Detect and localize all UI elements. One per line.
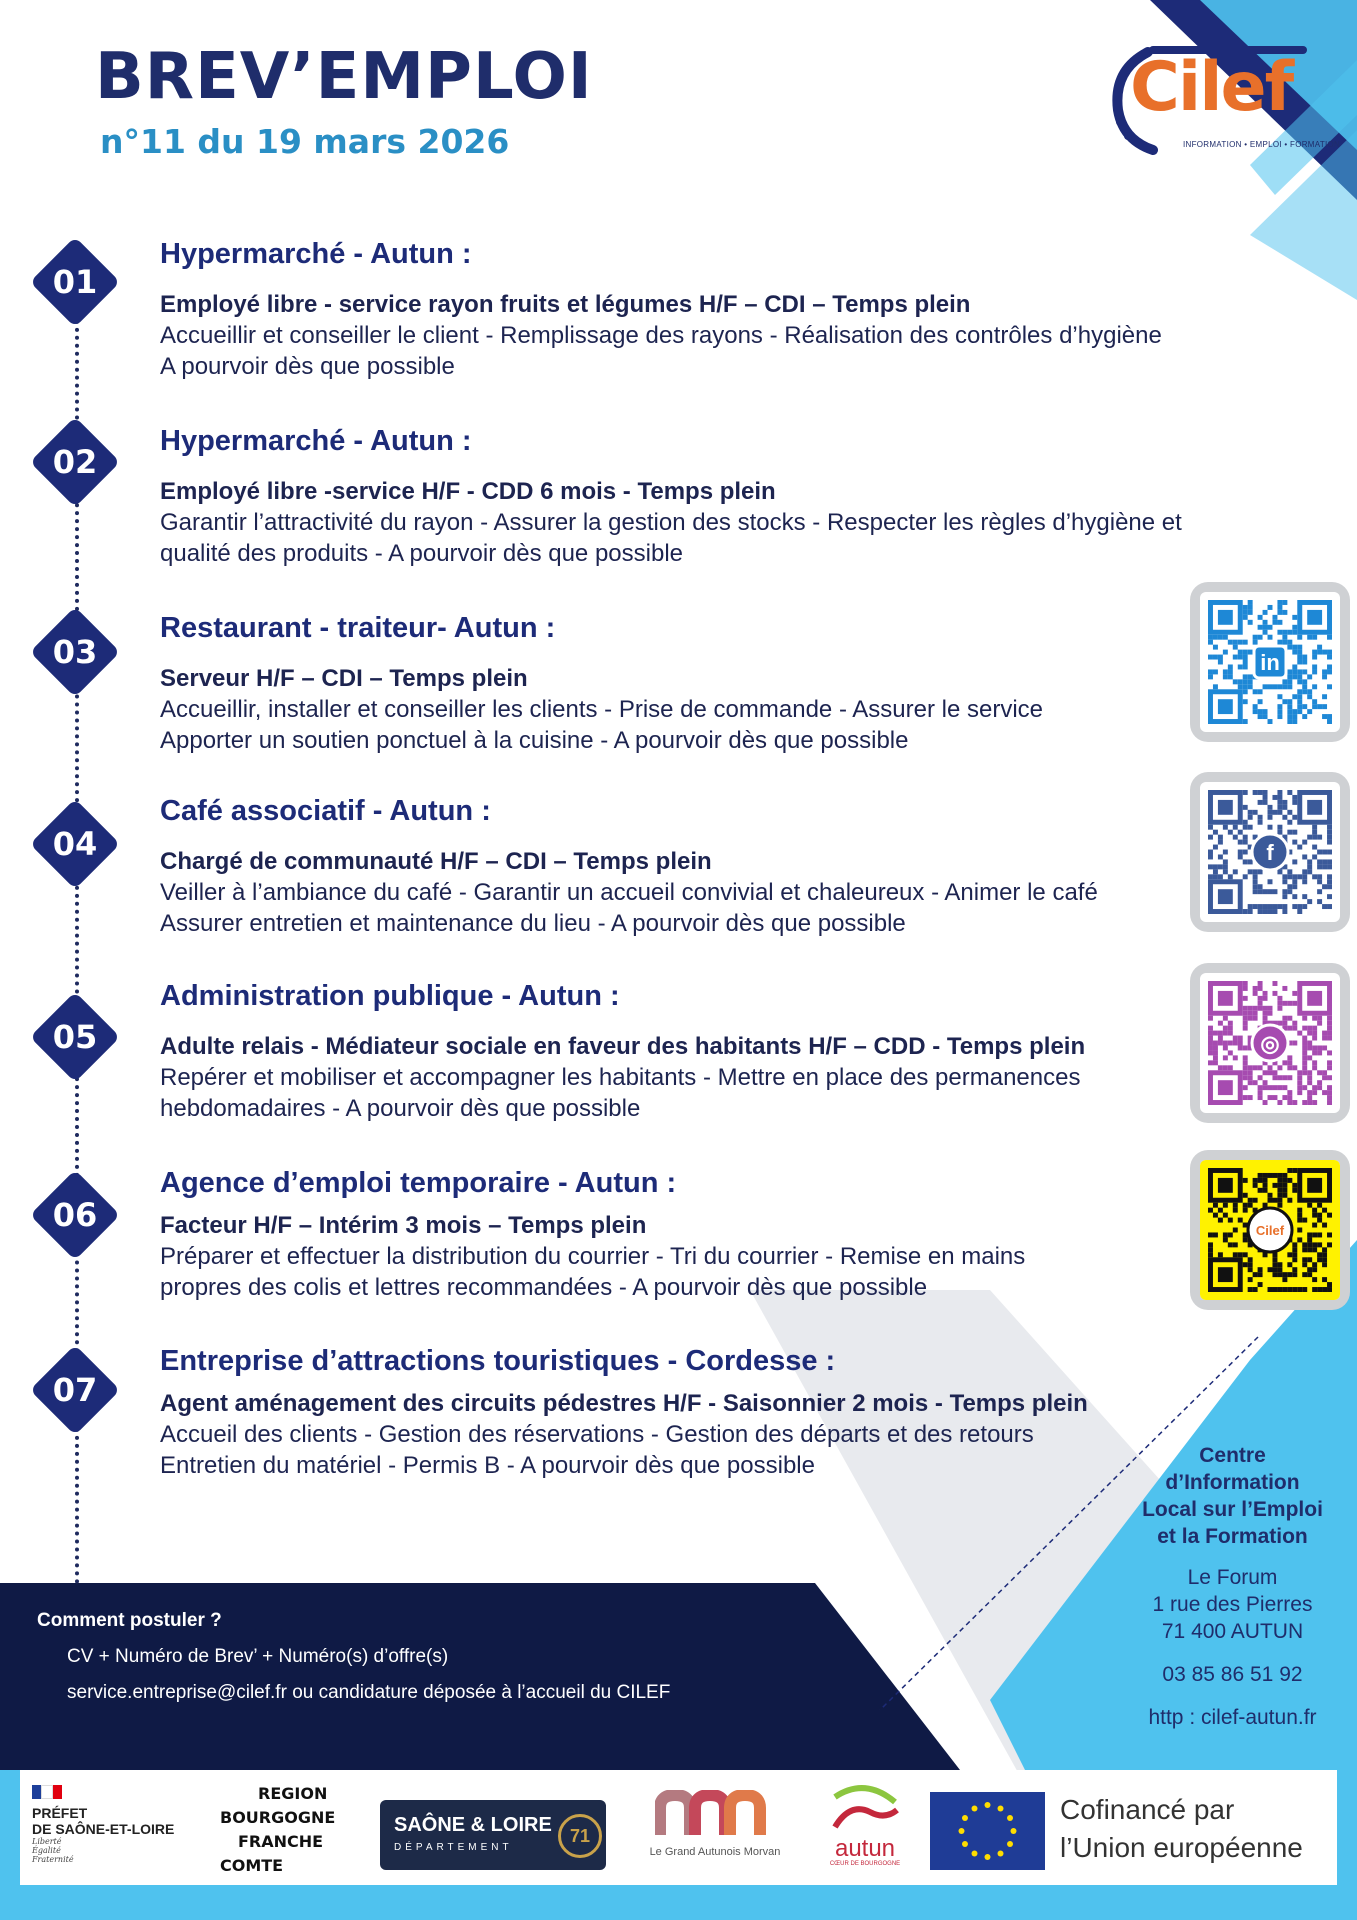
offer-desc-line: Accueillir, installer et conseiller les clients - Prise de commande - Assurer le service: [160, 696, 1043, 723]
svg-text:f: f: [1266, 840, 1274, 865]
motto-line: Égalité: [32, 1846, 61, 1855]
prefet-motto: [32, 1837, 202, 1864]
svg-text:Cilef: Cilef: [1255, 1223, 1285, 1238]
offer-desc-line: Accueillir et conseiller le client - Remplissage des rayons - Réalisation des contrôles d’hygiène: [160, 322, 1162, 349]
autun-mark-icon: [825, 1782, 905, 1832]
linkedin-icon-center: [1254, 646, 1286, 678]
offer-employer: Agence d’emploi temporaire - Autun :: [160, 1167, 677, 1199]
contact-address-line: 71 400 AUTUN: [1161, 1620, 1304, 1643]
contact-title-line: Local sur l’Emploi: [1142, 1498, 1323, 1521]
saone-loire-sub: DÉPARTEMENT: [394, 1842, 513, 1853]
instagram-icon-center: [1252, 1025, 1288, 1061]
contact-website[interactable]: http : cilef-autun.fr: [1148, 1706, 1317, 1729]
offer-desc-line: Apporter un soutien ponctuel à la cuisine - A pourvoir dès que possible: [160, 727, 909, 754]
offer-employer: Restaurant - traiteur- Autun :: [160, 612, 556, 644]
offer-02: [160, 425, 1220, 569]
contact-title-line: Centre: [1199, 1444, 1266, 1467]
offer-job-title: Employé libre -service H/F - CDD 6 mois - Temps plein: [160, 478, 776, 505]
offer-desc-line: Assurer entretien et maintenance du lieu - A pourvoir dès que possible: [160, 910, 906, 937]
facebook-icon-center: [1252, 834, 1288, 870]
logo-tagline: INFORMATION • EMPLOI • FORMATION: [1183, 140, 1341, 149]
instagram-icon: [1200, 973, 1340, 1113]
eu-star: [972, 1805, 978, 1811]
instagram-qr-code[interactable]: [1190, 963, 1350, 1123]
autun-sub: CŒUR DE BOURGOGNE: [829, 1861, 901, 1867]
offer-number-07: 07: [52, 1371, 98, 1409]
eu-line1: Cofinancé par: [1060, 1794, 1235, 1825]
eu-flag-icon: [930, 1792, 1045, 1870]
eu-star: [1011, 1828, 1017, 1834]
page-title: BREV’EMPLOI: [95, 40, 593, 114]
offer-03: [160, 612, 1220, 756]
eu-star: [962, 1815, 968, 1821]
region-line: FRANCHE: [238, 1832, 324, 1851]
facebook-qr-code[interactable]: [1190, 772, 1350, 932]
offer-desc-line: Entretien du matériel - Permis B - A pourvoir dès que possible: [160, 1452, 815, 1479]
offer-desc-line: propres des colis et lettres recommandées - A pourvoir dès que possible: [160, 1274, 928, 1301]
svg-text:◎: ◎: [1260, 1031, 1280, 1056]
offer-job-title: Employé libre - service rayon fruits et légumes H/F – CDI – Temps plein: [160, 291, 971, 318]
motto-line: Liberté: [32, 1837, 62, 1846]
offer-number-06: 06: [52, 1196, 98, 1234]
svg-text:in: in: [1260, 650, 1280, 675]
eu-star: [985, 1802, 991, 1808]
contact-title-line: d’Information: [1165, 1471, 1300, 1494]
eu-star: [959, 1828, 965, 1834]
dept-71-badge: 71: [558, 1814, 602, 1858]
apply-line-email[interactable]: service.entreprise@cilef.fr ou candidature déposée à l’accueil du CILEF: [67, 1682, 671, 1703]
offer-04: [160, 795, 1220, 939]
offer-01: [160, 238, 1220, 382]
offer-employer: Hypermarché - Autun :: [160, 425, 472, 457]
contact-address-line: Le Forum: [1187, 1566, 1278, 1589]
linkedin-icon: [1200, 592, 1340, 732]
offer-07: [160, 1345, 1220, 1481]
offer-job-title: Agent aménagement des circuits pédestres H/F - Saisonnier 2 mois - Temps plein: [160, 1390, 1088, 1417]
offer-desc-line: qualité des produits - A pourvoir dès que possible: [160, 540, 683, 567]
offer-desc-line: Repérer et mobiliser et accompagner les habitants - Mettre en place des permanences: [160, 1064, 1081, 1091]
offer-desc-line: Veiller à l’ambiance du café - Garantir un accueil convivial et chaleureux - Animer le café: [160, 879, 1098, 906]
offer-desc-line: Préparer et effectuer la distribution du courrier - Tri du courrier - Remise en mains: [160, 1243, 1026, 1270]
grand-autunois-mark-icon: [655, 1790, 775, 1838]
offer-desc-line: A pourvoir dès que possible: [160, 353, 455, 380]
motto-line: Fraternité: [32, 1855, 74, 1864]
contact-block: [1125, 1442, 1340, 1731]
eu-star: [998, 1805, 1004, 1811]
offer-05: [160, 980, 1220, 1124]
grand-autunois-logo: [625, 1790, 805, 1870]
offer-job-title: Facteur H/F – Intérim 3 mois – Temps plein: [160, 1212, 647, 1239]
eu-cofinance-logo: [930, 1792, 1330, 1872]
offer-number-04: 04: [52, 825, 98, 863]
offer-employer: Entreprise d’attractions touristiques - Cordesse :: [160, 1345, 836, 1377]
prefet-line2: DE SAÔNE-ET-LOIRE: [32, 1821, 175, 1837]
region-line: BOURGOGNE: [220, 1808, 336, 1827]
offer-06: [160, 1167, 1220, 1303]
saone-loire-logo: [380, 1800, 606, 1870]
eu-star: [1007, 1841, 1013, 1847]
offer-desc-line: Garantir l’attractivité du rayon - Assurer la gestion des stocks - Respecter les règles d’hygiène et: [160, 509, 1182, 536]
apply-block: [37, 1610, 670, 1718]
offer-number-01: 01: [52, 263, 98, 301]
cilef-logo: [1108, 40, 1341, 160]
offer-number-03: 03: [52, 633, 98, 671]
eu-star: [1007, 1815, 1013, 1821]
prefet-logo: [32, 1785, 202, 1864]
region-bfc-logo: [220, 1782, 360, 1878]
eu-star: [972, 1851, 978, 1857]
eu-star: [998, 1851, 1004, 1857]
offer-employer: Café associatif - Autun :: [160, 795, 491, 827]
offer-desc-line: Accueil des clients - Gestion des réservations - Gestion des départs et des retours: [160, 1421, 1034, 1448]
saone-loire-name: SAÔNE & LOIRE: [394, 1814, 552, 1836]
french-flag-icon: [32, 1785, 62, 1799]
offer-number-02: 02: [52, 443, 98, 481]
offer-job-title: Serveur H/F – CDI – Temps plein: [160, 665, 528, 692]
contact-title-line: et la Formation: [1157, 1525, 1308, 1548]
grand-autunois-name: Le Grand Autunois Morvan: [649, 1846, 781, 1858]
region-line: COMTE: [220, 1856, 284, 1875]
offer-desc-line: hebdomadaires - A pourvoir dès que possible: [160, 1095, 641, 1122]
eu-star: [962, 1841, 968, 1847]
offer-number-05: 05: [52, 1018, 98, 1056]
prefet-line1: PRÉFET: [32, 1805, 88, 1821]
facebook-icon: [1200, 782, 1340, 922]
snapchat-qr-code[interactable]: [1190, 1150, 1350, 1310]
eu-star: [985, 1854, 991, 1860]
apply-line-cv: CV + Numéro de Brev’ + Numéro(s) d’offre(s): [67, 1646, 449, 1667]
issue-subtitle: n°11 du 19 mars 2026: [100, 122, 510, 161]
eu-line2: l’Union européenne: [1060, 1832, 1303, 1863]
offer-job-title: Chargé de communauté H/F – CDI – Temps plein: [160, 848, 712, 875]
linkedin-qr-code[interactable]: [1190, 582, 1350, 742]
contact-address-line: 1 rue des Pierres: [1152, 1593, 1313, 1616]
offer-employer: Hypermarché - Autun :: [160, 238, 472, 270]
apply-question: Comment postuler ?: [37, 1610, 222, 1631]
region-line: REGION: [258, 1784, 328, 1803]
snapchat-icon-center: [1248, 1208, 1292, 1252]
partner-logos-strip: [20, 1770, 1337, 1885]
contact-phone[interactable]: 03 85 86 51 92: [1162, 1663, 1303, 1686]
offer-job-title: Adulte relais - Médiateur sociale en faveur des habitants H/F – CDD - Temps plein: [160, 1033, 1086, 1060]
autun-name: autun: [834, 1835, 896, 1862]
autun-logo: [820, 1782, 910, 1877]
logo-word: Cilef: [1130, 48, 1293, 127]
offer-employer: Administration publique - Autun :: [160, 980, 620, 1012]
snapchat-icon: [1200, 1160, 1340, 1300]
